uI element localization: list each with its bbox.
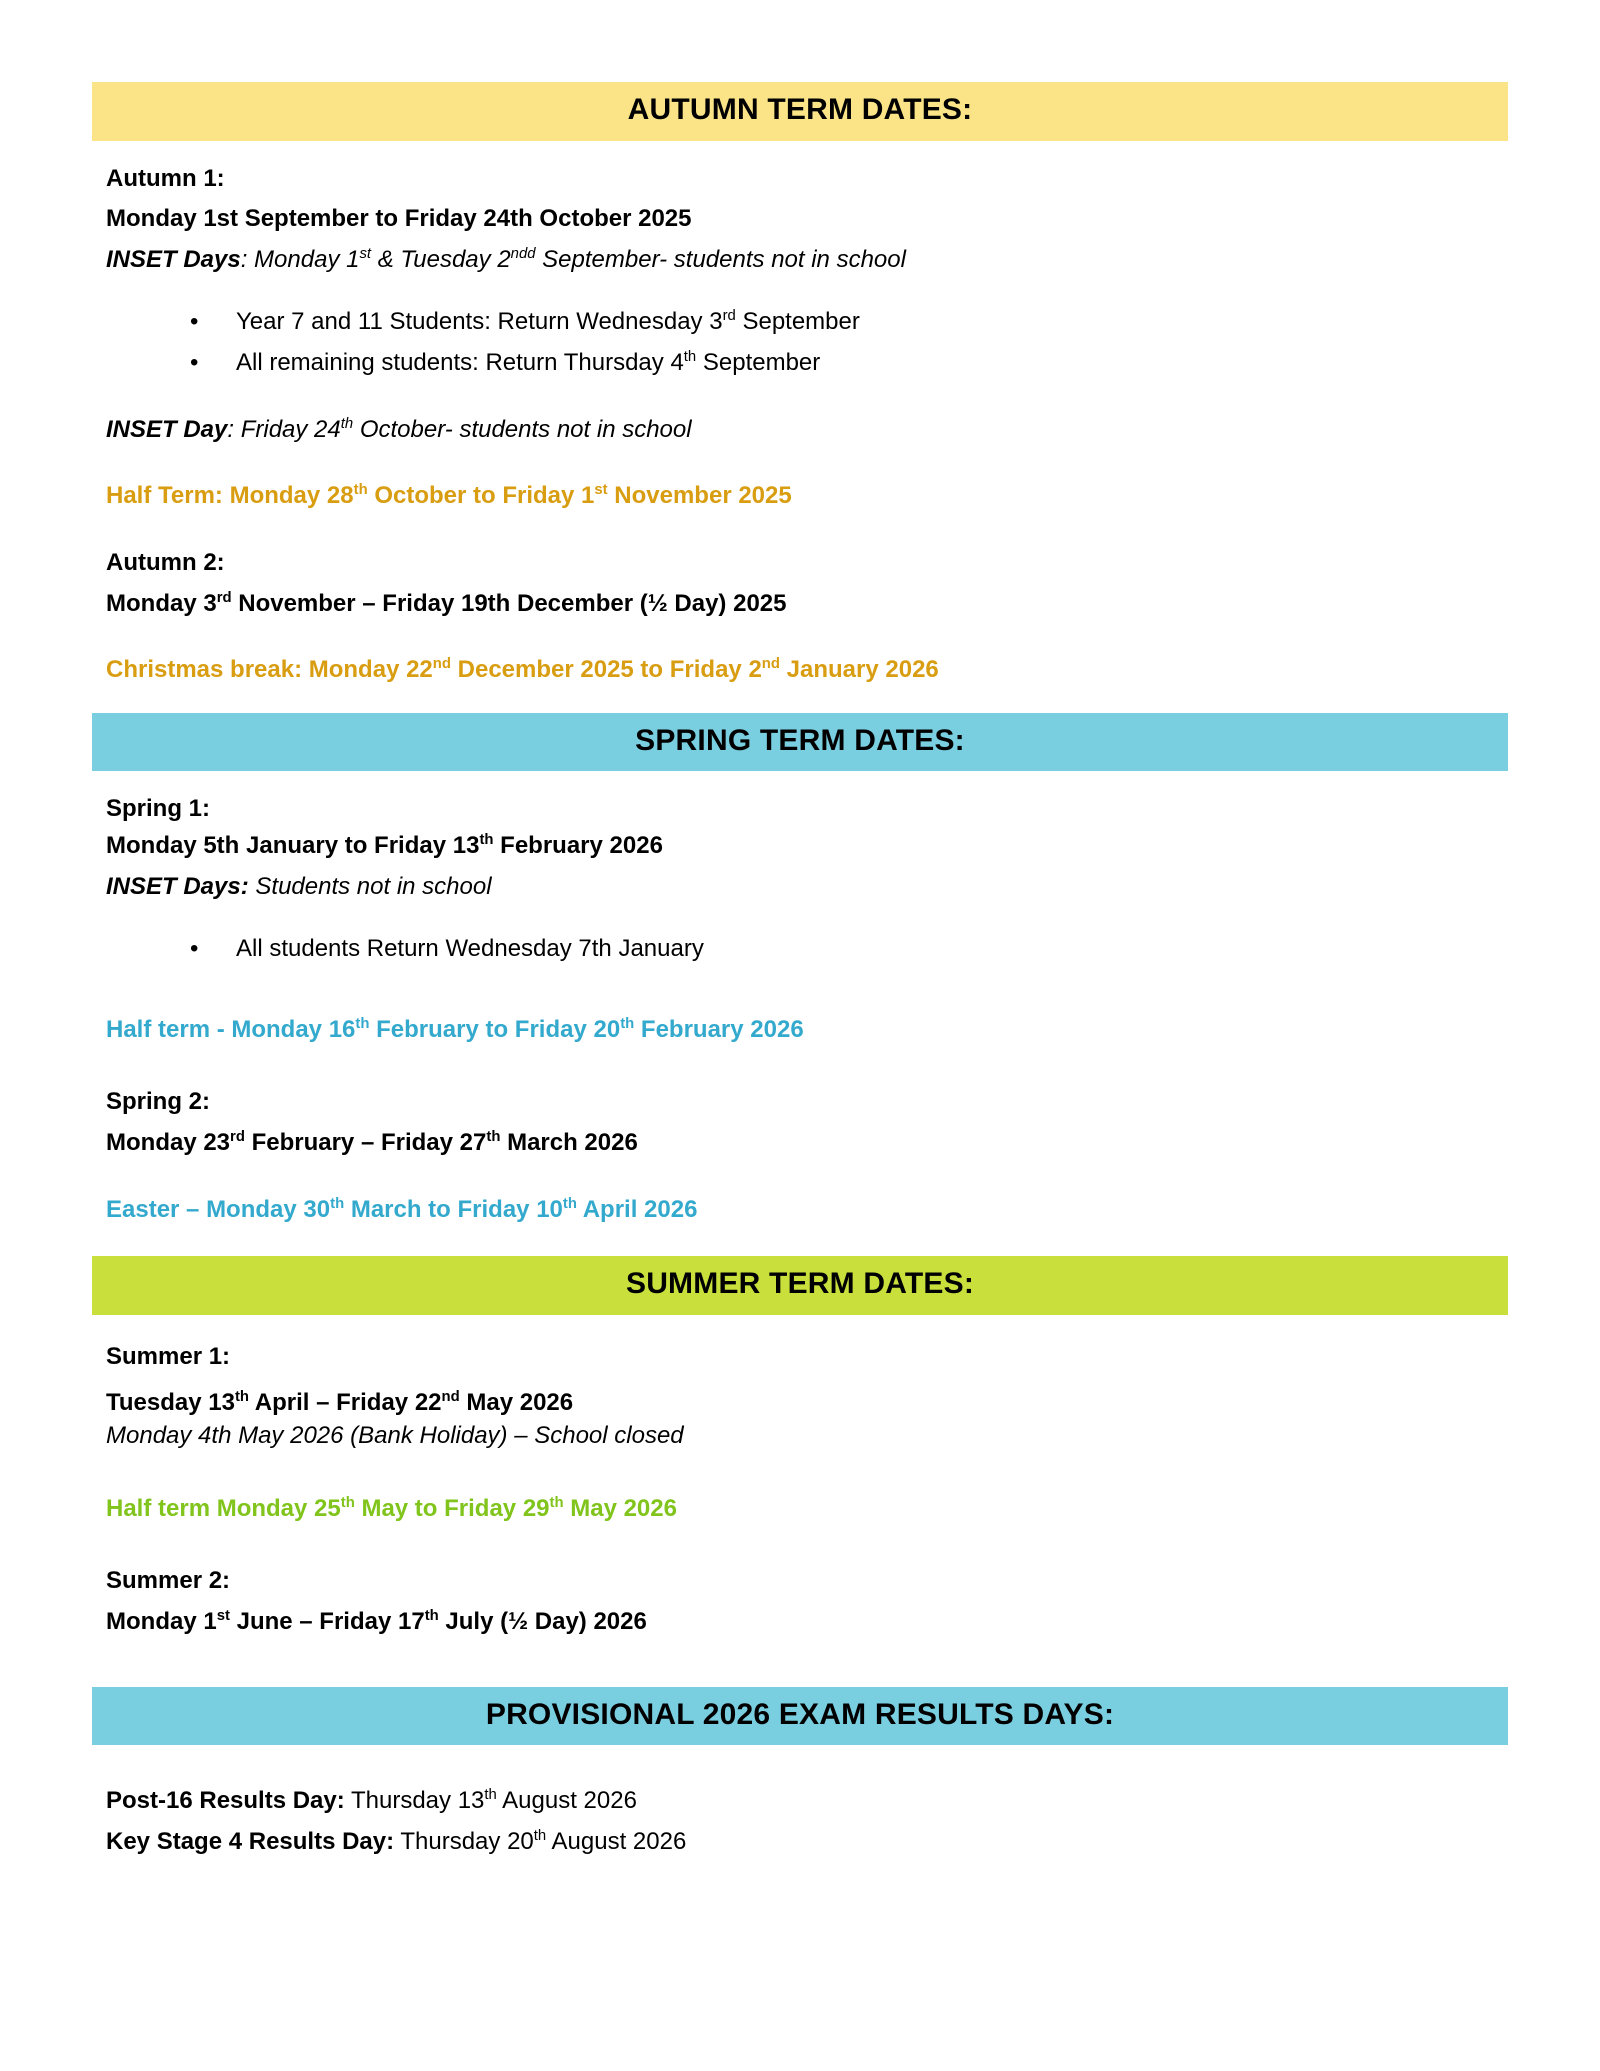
autumn-body: [92, 163, 1508, 687]
autumn-inset-day-2-text-b: October- students not in school: [353, 415, 692, 443]
autumn-return-bullets: [106, 306, 1508, 379]
list-item: [190, 933, 1508, 966]
spring-2-dates-text-b: February – Friday 27: [244, 1129, 487, 1156]
spring-half-term-sup-b: th: [620, 1015, 635, 1032]
summer-half-term-sup-a: th: [340, 1494, 355, 1511]
list-item-text-b: September: [696, 349, 821, 376]
summer-1-dates-text-b: April – Friday 22: [249, 1389, 442, 1417]
spring-1-dates-text-a: Monday 5th January to Friday 13: [106, 831, 480, 859]
christmas-break-sup-a: nd: [432, 656, 451, 673]
autumn-half-term-sup-b: st: [594, 482, 608, 499]
spring-1-label: Spring 1:: [106, 795, 211, 823]
summer-2-dates-sup-a: st: [216, 1607, 230, 1624]
summer-2-dates-sup-b: th: [424, 1607, 439, 1624]
spring-2-dates-sup-b: th: [486, 1129, 501, 1145]
summer-1-label: Summer 1:: [106, 1342, 231, 1370]
bullet-icon: •: [190, 349, 199, 376]
key-stage-4-results-row: [106, 1826, 1508, 1859]
summer-bank-holiday: Monday 4th May 2026 (Bank Holiday) – School closed: [106, 1422, 684, 1449]
summer-1-dates: [106, 1387, 1508, 1420]
spring-half-term-text-c: February 2026: [634, 1015, 804, 1043]
autumn-inset-days-1-sup-a: st: [359, 245, 372, 262]
summer-2-dates-text-b: June – Friday 17: [229, 1607, 425, 1635]
post-16-results-text-b: August 2026: [496, 1787, 637, 1814]
summer-half-term-text-c: May 2026: [563, 1494, 677, 1522]
autumn-inset-days-1: [106, 244, 1508, 277]
autumn-2-dates: [106, 588, 1508, 621]
autumn-half-term: [106, 480, 1508, 513]
post-16-results-text-a: Thursday 13: [344, 1787, 485, 1814]
list-item-sup: rd: [722, 308, 736, 325]
autumn-1-dates: Monday 1st September to Friday 24th October 2025: [106, 205, 692, 233]
autumn-2-label: Autumn 2:: [106, 548, 225, 576]
bullet-icon: •: [190, 935, 199, 963]
autumn-inset-day-2-text-a: : Friday 24: [227, 415, 341, 443]
easter-break-text-c: April 2026: [576, 1195, 698, 1223]
spring-2-dates: [106, 1127, 1508, 1160]
spring-banner-title: SPRING TERM DATES:: [635, 723, 965, 757]
summer-1-dates-sup-b: nd: [441, 1389, 460, 1406]
key-stage-4-results-label: Key Stage 4 Results Day:: [106, 1827, 395, 1855]
list-item-text-b: September: [735, 308, 860, 336]
spring-half-term-text-b: February to Friday 20: [369, 1015, 621, 1043]
key-stage-4-results-text-b: August 2026: [546, 1827, 687, 1855]
exam-results-banner-title: PROVISIONAL 2026 EXAM RESULTS DAYS:: [485, 1697, 1115, 1731]
spring-return-bullets: [106, 933, 1508, 966]
autumn-inset-day-2-sup: th: [340, 415, 354, 432]
post-16-results-label: Post-16 Results Day:: [106, 1787, 345, 1814]
spring-1-dates-sup: th: [479, 831, 494, 848]
summer-2-label: Summer 2:: [106, 1567, 231, 1595]
christmas-break-sup-b: nd: [761, 656, 780, 673]
autumn-banner-title: AUTUMN TERM DATES:: [627, 93, 973, 126]
summer-1-dates-text-c: May 2026: [459, 1389, 574, 1417]
list-item: [190, 347, 1508, 380]
list-item-text-a: All students Return Wednesday 7th January: [236, 935, 704, 963]
post-16-results-sup: th: [484, 1787, 497, 1803]
exam-results-banner: [92, 1687, 1508, 1746]
summer-term-banner: [92, 1256, 1508, 1315]
summer-2-dates-text-a: Monday 1: [106, 1607, 217, 1635]
list-item: [190, 306, 1508, 339]
spring-inset-days-label: INSET Days:: [106, 872, 249, 900]
summer-banner-title: SUMMER TERM DATES:: [625, 1267, 975, 1301]
spring-1-dates: [106, 830, 1508, 863]
exam-results-body: [92, 1785, 1508, 1858]
spring-2-dates-sup-a: rd: [230, 1129, 245, 1145]
summer-half-term: [106, 1493, 1508, 1526]
christmas-break-text-a: Christmas break: Monday 22: [106, 656, 433, 684]
key-stage-4-results-sup: th: [533, 1827, 547, 1844]
spring-inset-days-text: Students not in school: [248, 872, 492, 900]
autumn-half-term-sup-a: th: [353, 482, 368, 499]
summer-2-dates: [106, 1606, 1508, 1639]
spring-half-term-text-a: Half term - Monday 16: [106, 1015, 356, 1043]
spring-term-banner: [92, 713, 1508, 772]
christmas-break: [106, 654, 1508, 687]
summer-half-term-text-a: Half term Monday 25: [106, 1494, 341, 1522]
spring-2-label: Spring 2:: [106, 1088, 211, 1116]
autumn-1-label: Autumn 1:: [106, 164, 225, 192]
autumn-term-banner: [92, 82, 1508, 141]
easter-break: [106, 1194, 1508, 1227]
spring-body: [92, 793, 1508, 1226]
christmas-break-text-c: January 2026: [779, 656, 939, 684]
spring-inset-days: [106, 871, 1508, 904]
autumn-half-term-text-c: November 2025: [607, 482, 792, 510]
bullet-icon: •: [190, 308, 199, 336]
spring-2-dates-text-a: Monday 23: [106, 1129, 231, 1156]
christmas-break-text-b: December 2025 to Friday 2: [450, 656, 762, 684]
summer-1-dates-sup-a: th: [234, 1389, 249, 1406]
autumn-inset-days-1-label: INSET Days: [106, 245, 241, 273]
autumn-2-dates-text-b: November – Friday 19th December (½ Day) 2025: [231, 589, 787, 617]
list-item-text-a: Year 7 and 11 Students: Return Wednesday 3: [236, 308, 723, 336]
spring-2-dates-text-c: March 2026: [500, 1129, 638, 1156]
easter-break-text-b: March to Friday 10: [344, 1195, 563, 1223]
autumn-half-term-text-b: October to Friday 1: [367, 482, 595, 510]
post-16-results-row: [106, 1785, 1508, 1818]
easter-break-sup-b: th: [562, 1195, 577, 1212]
summer-2-dates-text-c: July (½ Day) 2026: [438, 1607, 647, 1635]
spring-half-term: [106, 1014, 1508, 1047]
spring-1-dates-text-b: February 2026: [493, 831, 663, 859]
list-item-text-a: All remaining students: Return Thursday 4: [236, 349, 684, 376]
list-item-sup: th: [683, 349, 697, 365]
autumn-inset-days-1-text-a: : Monday 1: [240, 245, 360, 273]
easter-break-sup-a: th: [330, 1195, 345, 1212]
summer-half-term-text-b: May to Friday 29: [354, 1494, 550, 1522]
summer-body: [92, 1341, 1508, 1639]
autumn-inset-days-1-sup-b: ndd: [510, 245, 536, 262]
autumn-inset-days-1-text-b: & Tuesday 2: [371, 245, 511, 273]
autumn-2-dates-sup: rd: [216, 589, 232, 606]
easter-break-text-a: Easter – Monday 30: [106, 1195, 331, 1223]
autumn-half-term-text-a: Half Term: Monday 28: [106, 482, 354, 510]
autumn-2-dates-text-a: Monday 3: [106, 589, 217, 617]
summer-half-term-sup-b: th: [549, 1494, 564, 1511]
summer-1-dates-text-a: Tuesday 13: [106, 1389, 235, 1417]
spring-half-term-sup-a: th: [355, 1015, 370, 1032]
autumn-inset-days-1-text-c: September- students not in school: [535, 245, 906, 273]
key-stage-4-results-text-a: Thursday 20: [394, 1827, 534, 1855]
autumn-inset-day-2: [106, 414, 1508, 447]
autumn-inset-day-2-label: INSET Day: [106, 415, 228, 443]
